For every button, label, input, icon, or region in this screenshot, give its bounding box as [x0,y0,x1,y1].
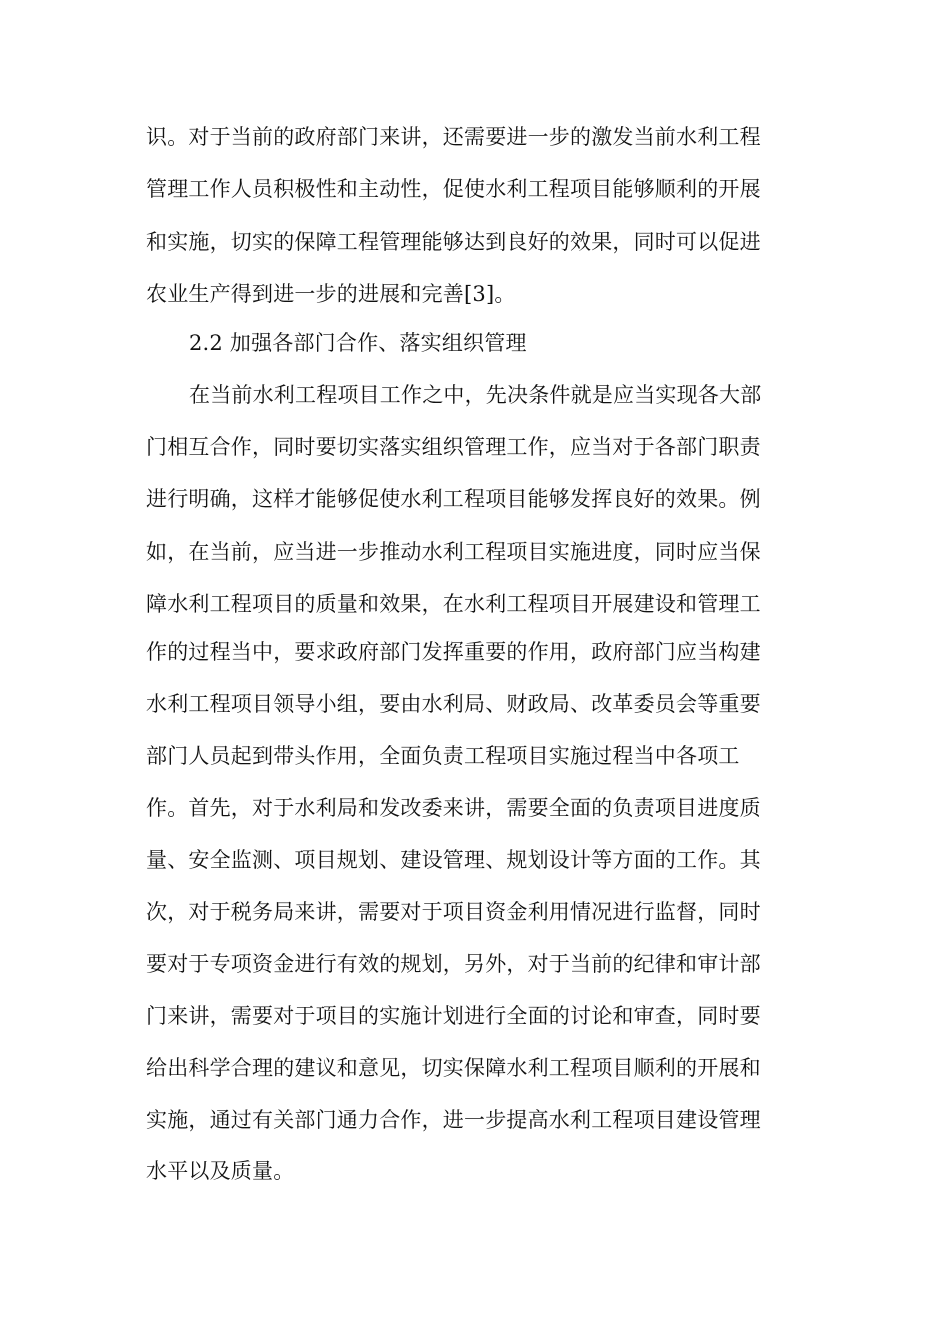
paragraph-line: 实施，通过有关部门通力合作，进一步提高水利工程项目建设管理 [146,1108,761,1132]
paragraph-line: 作。首先，对于水利局和发改委来讲，需要全面的负责项目进度质 [146,796,761,820]
paragraph-line: 管理工作人员积极性和主动性，促使水利工程项目能够顺利的开展 [146,177,761,201]
paragraph-line: 要对于专项资金进行有效的规划，另外，对于当前的纪律和审计部 [146,952,761,976]
section-heading: 2.2 加强各部门合作、落实组织管理 [189,331,527,355]
paragraph-line: 水利工程项目领导小组，要由水利局、财政局、改革委员会等重要 [146,692,761,716]
paragraph-line: 门来讲，需要对于项目的实施计划进行全面的讨论和审查，同时要 [146,1004,761,1028]
paragraph-line: 进行明确，这样才能够促使水利工程项目能够发挥良好的效果。例 [146,487,761,511]
paragraph-line: 如，在当前，应当进一步推动水利工程项目实施进度，同时应当保 [146,540,761,564]
paragraph-line: 和实施，切实的保障工程管理能够达到良好的效果，同时可以促进 [146,230,761,254]
paragraph-line: 水平以及质量。 [146,1159,295,1183]
paragraph-line: 部门人员起到带头作用，全面负责工程项目实施过程当中各项工 [146,744,740,768]
paragraph-line: 障水利工程项目的质量和效果，在水利工程项目开展建设和管理工 [146,592,761,616]
paragraph-line: 次，对于税务局来讲，需要对于项目资金利用情况进行监督，同时 [146,900,761,924]
paragraph-line: 给出科学合理的建议和意见，切实保障水利工程项目顺利的开展和 [146,1056,761,1080]
paragraph-line: 作的过程当中，要求政府部门发挥重要的作用，政府部门应当构建 [146,640,761,664]
paragraph-line: 在当前水利工程项目工作之中，先决条件就是应当实现各大部 [189,383,762,407]
paragraph-line: 识。对于当前的政府部门来讲，还需要进一步的激发当前水利工程 [146,125,761,149]
paragraph-line: 量、安全监测、项目规划、建设管理、规划设计等方面的工作。其 [146,848,761,872]
paragraph-line: 农业生产得到进一步的进展和完善[3]。 [146,282,516,306]
paragraph-line: 门相互合作，同时要切实落实组织管理工作，应当对于各部门职责 [146,435,761,459]
